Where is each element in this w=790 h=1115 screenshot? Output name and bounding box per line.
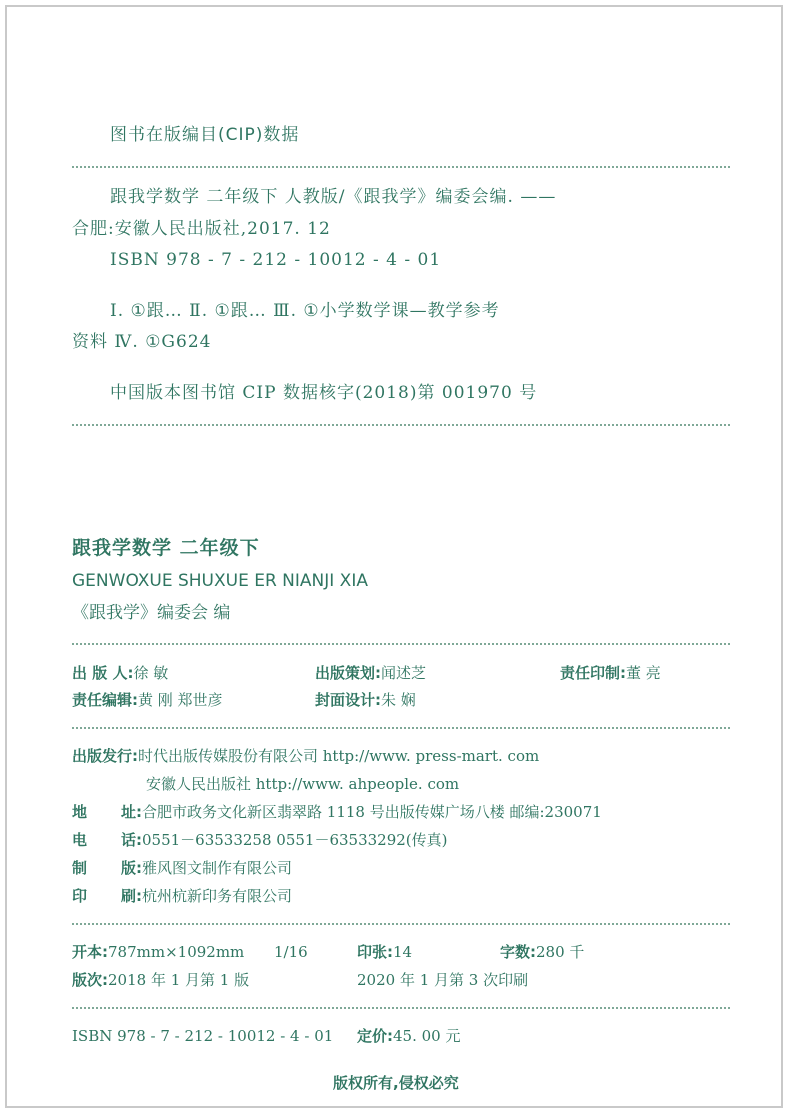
- book-author: 《跟我学》编委会 编: [72, 603, 231, 623]
- editor-label: 责任编辑:: [72, 691, 138, 709]
- format-value: 787mm×1092mm: [108, 943, 245, 961]
- cover-design-label: 封面设计:: [315, 691, 381, 709]
- price-value: 45. 00 元: [393, 1027, 461, 1045]
- cover-design-value: 朱 娴: [381, 691, 416, 709]
- print-manager-value: 董 亮: [626, 664, 661, 682]
- divider: [72, 424, 730, 426]
- words-value: 280 千: [536, 943, 585, 961]
- cip-line-1: 跟我学数学 二年级下 人教版/《跟我学》编委会编. ——: [110, 187, 557, 207]
- printing-label-b: 刷:: [121, 887, 142, 905]
- phone-label-b: 话:: [121, 831, 142, 849]
- address-label-b: 址:: [121, 803, 142, 821]
- distribution-line-2: 安徽人民出版社 http://www. ahpeople. com: [146, 775, 460, 793]
- planner-value: 闻述芝: [381, 664, 427, 682]
- address-value: 合肥市政务文化新区翡翠路 1118 号出版传媒广场八楼 邮编:230071: [142, 803, 602, 821]
- divider: [72, 923, 730, 925]
- book-pinyin: GENWOXUE SHUXUE ER NIANJI XIA: [72, 571, 368, 591]
- price-label: 定价:: [357, 1027, 393, 1045]
- distribution-line-1: 时代出版传媒股份有限公司 http://www. press-mart. com: [138, 747, 540, 765]
- planner-label: 出版策划:: [315, 664, 381, 682]
- cip-isbn: ISBN 978 - 7 - 212 - 10012 - 4 - 01: [110, 250, 442, 270]
- words-label: 字数:: [500, 943, 536, 961]
- divider: [72, 1007, 730, 1009]
- printing-value: 杭州杭新印务有限公司: [142, 887, 293, 905]
- cip-record: 中国版本图书馆 CIP 数据核字(2018)第 001970 号: [110, 383, 538, 403]
- format-label: 开本:: [72, 943, 108, 961]
- phone-label-a: 电: [72, 831, 88, 849]
- edition-value: 2018 年 1 月第 1 版: [108, 971, 250, 989]
- edition-label: 版次:: [72, 971, 108, 989]
- prepress-value: 雅风图文制作有限公司: [142, 859, 293, 877]
- cip-line-2: 合肥:安徽人民出版社,2017. 12: [72, 219, 331, 239]
- editor-value: 黄 刚 郑世彦: [138, 691, 223, 709]
- phone-value: 0551－63533258 0551－63533292(传真): [142, 831, 448, 849]
- publisher-label: 出 版 人:: [72, 664, 134, 682]
- format-fraction: 1/16: [274, 943, 308, 961]
- printing-label-a: 印: [72, 887, 88, 905]
- print-manager-label: 责任印制:: [560, 664, 626, 682]
- divider: [72, 166, 730, 168]
- cip-subject-1: Ⅰ. ①跟… Ⅱ. ①跟… Ⅲ. ①小学数学课—教学参考: [110, 301, 500, 321]
- address-label-a: 地: [72, 803, 88, 821]
- sheets-label: 印张:: [357, 943, 393, 961]
- distribution-label: 出版发行:: [72, 747, 138, 765]
- cip-heading: 图书在版编目(CIP)数据: [110, 125, 300, 145]
- cip-subject-2: 资料 Ⅳ. ①G624: [72, 332, 212, 352]
- publisher-value: 徐 敏: [133, 664, 169, 682]
- sheets-value: 14: [393, 943, 413, 961]
- footer-isbn: ISBN 978 - 7 - 212 - 10012 - 4 - 01: [72, 1027, 334, 1045]
- copyright-notice: 版权所有,侵权必究: [333, 1074, 459, 1092]
- prepress-label-b: 版:: [121, 859, 142, 877]
- divider: [72, 727, 730, 729]
- prepress-label-a: 制: [72, 859, 88, 877]
- book-title: 跟我学数学 二年级下: [72, 537, 260, 559]
- impression-value: 2020 年 1 月第 3 次印刷: [357, 971, 529, 989]
- divider: [72, 643, 730, 645]
